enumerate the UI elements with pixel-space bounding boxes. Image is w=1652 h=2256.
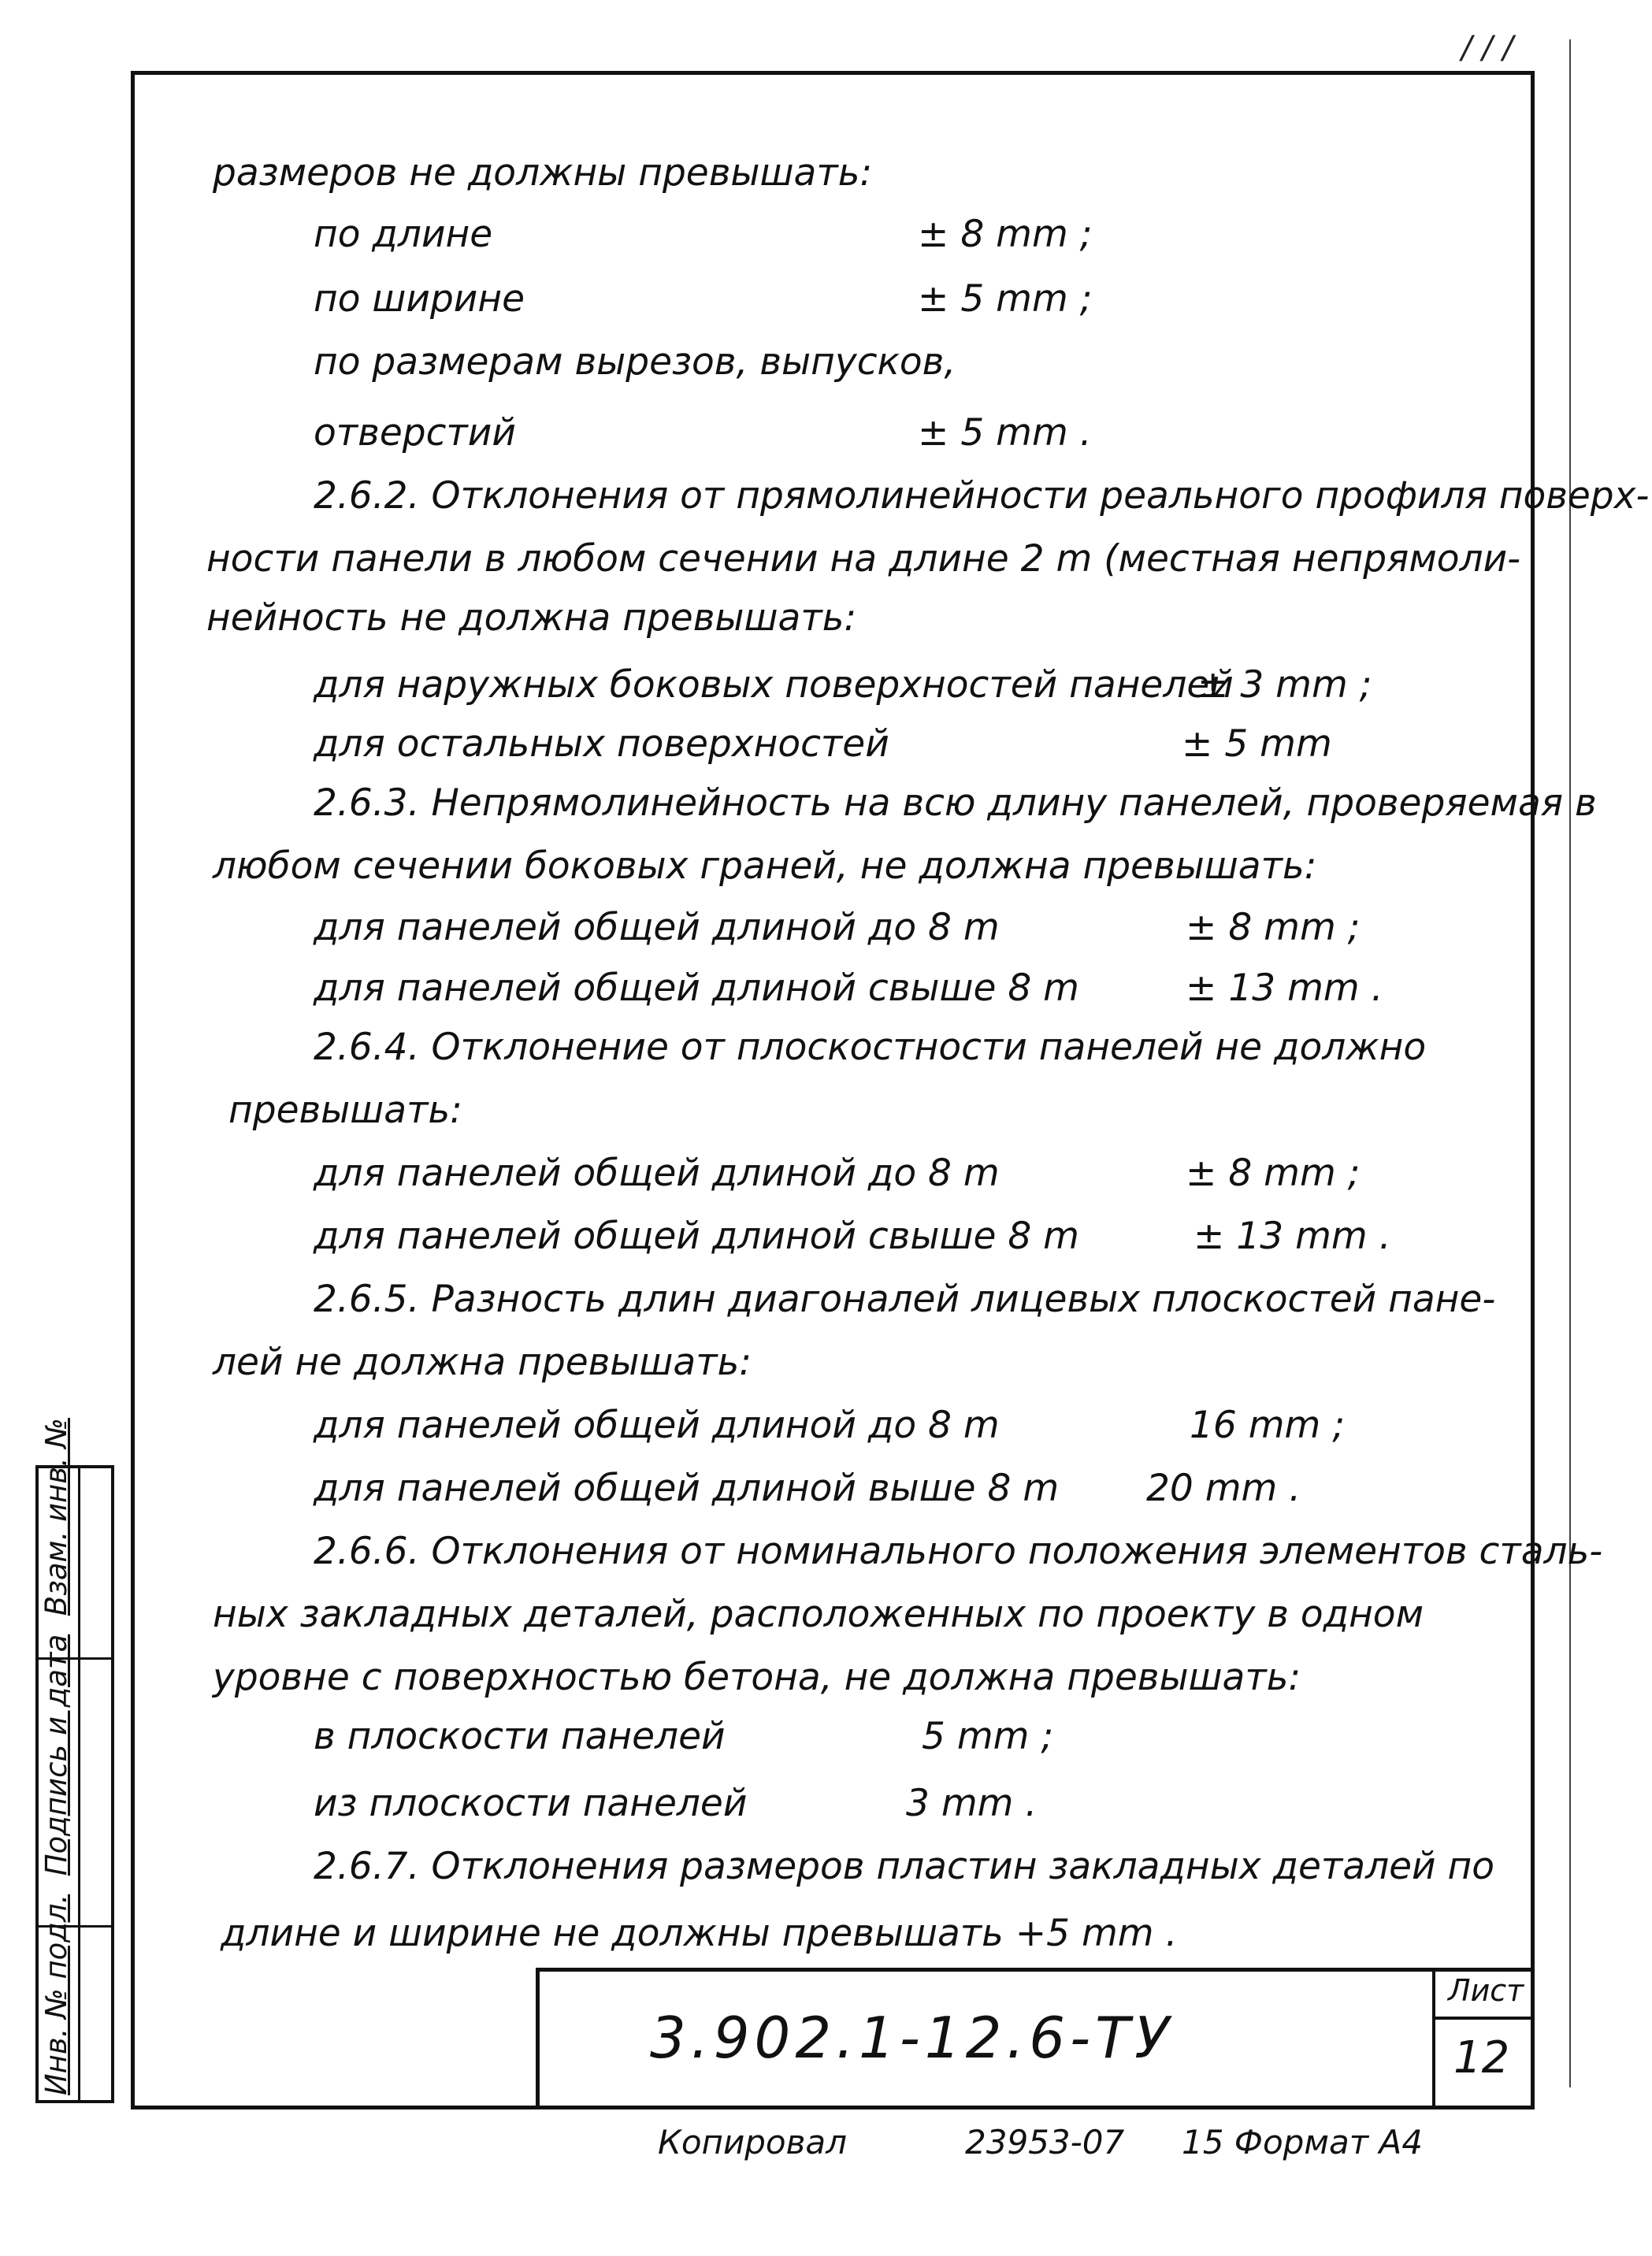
text-line: для наружных боковых поверхностей панелей	[314, 663, 1234, 707]
sheet-edge-line	[1569, 39, 1571, 2087]
text-line: для панелей общей длиной свыше 8 m	[314, 967, 1079, 1010]
tolerance-value: ± 13 mm .	[1194, 1215, 1391, 1258]
document-code: 3.902.1-12.6-ТУ	[650, 2005, 1174, 2071]
tolerance-value: ± 5 mm	[1182, 722, 1332, 766]
sheet-number: 12	[1453, 2032, 1510, 2083]
tolerance-value: ± 3 mm ;	[1197, 663, 1372, 707]
tolerance-value: ± 8 mm ;	[918, 213, 1093, 256]
text-line: превышать:	[228, 1089, 463, 1132]
text-line: 2.6.3. Непрямолинейность на всю длину панелей, проверяемая в	[314, 781, 1597, 825]
tolerance-value: 3 mm .	[906, 1782, 1038, 1825]
sheet-label: Лист	[1448, 1973, 1524, 2008]
text-line: 2.6.5. Разность длин диагоналей лицевых плоскостей пане-	[314, 1278, 1496, 1321]
text-line: 2.6.6. Отклонения от номинального положения элементов сталь-	[314, 1530, 1603, 1573]
text-line: для остальных поверхностей	[314, 722, 889, 766]
tolerance-value: ± 13 mm .	[1186, 967, 1383, 1010]
stamp-label-signature: Подпись и дата	[39, 1634, 73, 1876]
stamp-label-replace: Взам. инв. №	[39, 1417, 73, 1616]
text-line: по длине	[314, 213, 493, 256]
text-line: размеров не должны превышать:	[213, 151, 873, 195]
text-line: нейность не должна превышать:	[206, 596, 857, 640]
text-line: по размерам вырезов, выпусков,	[314, 340, 956, 384]
text-line: ных закладных деталей, расположенных по проекту в одном	[213, 1593, 1424, 1636]
text-line: 2.6.7. Отклонения размеров пластин закладных деталей по	[314, 1845, 1495, 1888]
tolerance-value: ± 5 mm ;	[918, 277, 1093, 321]
order-number: 23953-07	[965, 2123, 1125, 2161]
frame-right-line	[1531, 71, 1532, 2109]
text-line: для панелей общей длиной свыше 8 m	[314, 1215, 1079, 1258]
stamp-labels	[39, 1417, 73, 2095]
text-line: 2.6.2. Отклонения от прямолинейности реального профиля поверх-	[314, 474, 1650, 518]
text-line: любом сечении боковых граней, не должна превышать:	[213, 844, 1317, 888]
top-marks: / / /	[1461, 30, 1513, 66]
stamp-divider	[78, 1468, 80, 2100]
tolerance-value: ± 5 mm .	[918, 411, 1092, 455]
text-line: для панелей общей длиной выше 8 m	[314, 1467, 1060, 1510]
tolerance-value: ± 8 mm ;	[1186, 1152, 1361, 1195]
text-line: для панелей общей длиной до 8 m	[314, 1152, 1000, 1195]
text-line: длине и ширине не должны превышать +5 mm .	[221, 1912, 1178, 1955]
tolerance-value: ± 8 mm ;	[1186, 906, 1361, 949]
text-line: отверстий	[314, 411, 516, 455]
tolerance-value: 16 mm ;	[1190, 1404, 1346, 1447]
text-line: из плоскости панелей	[314, 1782, 748, 1825]
text-line: для панелей общей длиной до 8 m	[314, 1404, 1000, 1447]
stamp-label-inventory: Инв. № подл.	[39, 1894, 73, 2095]
text-line: для панелей общей длиной до 8 m	[314, 906, 1000, 949]
format-label: 15 Формат А4	[1182, 2123, 1423, 2161]
sheet-box-divider	[1435, 2017, 1535, 2020]
text-line: 2.6.4. Отклонение от плоскостности панелей не должно	[314, 1026, 1427, 1069]
tolerance-value: 5 mm ;	[922, 1715, 1054, 1758]
text-line: уровне с поверхностью бетона, не должна превышать:	[213, 1656, 1301, 1699]
tolerance-value: 20 mm .	[1146, 1467, 1301, 1510]
text-line: по ширине	[314, 277, 525, 321]
text-line: в плоскости панелей	[314, 1715, 726, 1758]
text-line: лей не должна превышать:	[213, 1341, 752, 1384]
copied-by: Копировал	[658, 2123, 847, 2161]
text-line: ности панели в любом сечении на длине 2 m (местная непрямоли-	[206, 537, 1521, 581]
